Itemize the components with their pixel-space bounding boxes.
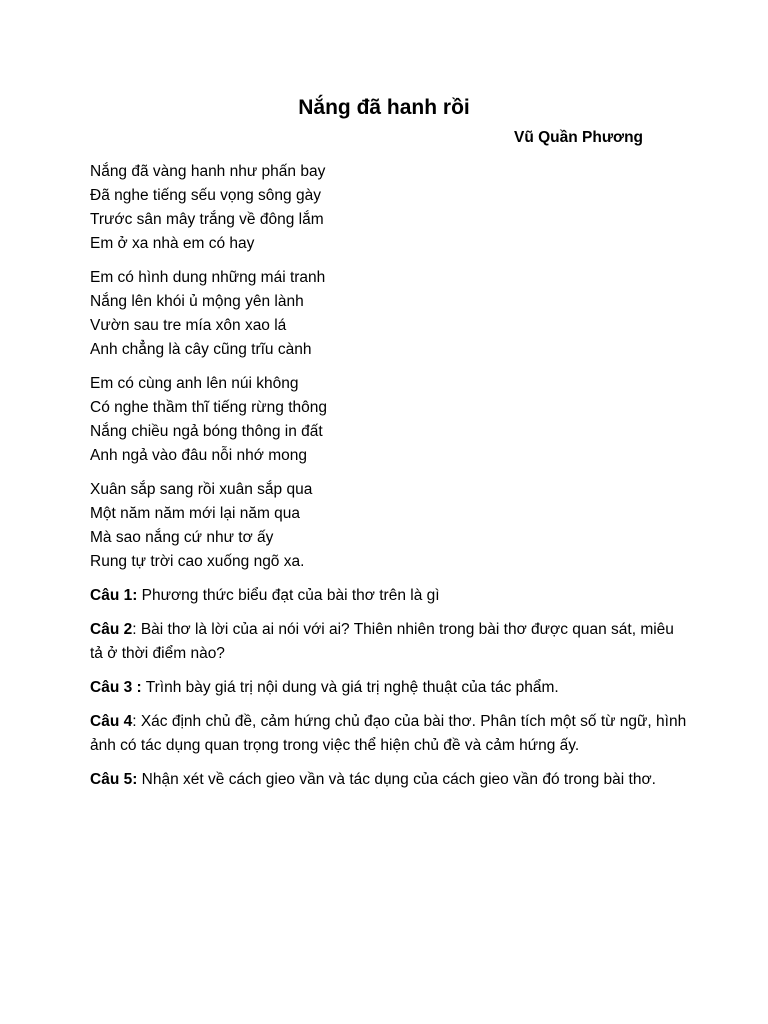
question-label: Câu 5: bbox=[90, 771, 138, 788]
poem-line: Em có cùng anh lên núi không bbox=[90, 375, 299, 392]
poem-stanza bbox=[90, 266, 690, 362]
poem-line: Nắng chiều ngả bóng thông in đất bbox=[90, 423, 323, 440]
document-title: Nắng đã hanh rồi bbox=[298, 96, 470, 119]
poem-line: Mà sao nắng cứ như tơ ấy bbox=[90, 529, 274, 546]
poem-line: Vườn sau tre mía xôn xao lá bbox=[90, 317, 287, 334]
poem-line: Anh ngả vào đâu nỗi nhớ mong bbox=[90, 447, 307, 464]
poem-stanza bbox=[90, 478, 690, 574]
question-label: Câu 1: bbox=[90, 587, 138, 604]
poem-line: Một năm năm mới lại năm qua bbox=[90, 505, 301, 522]
document-author: Vũ Quần Phương bbox=[514, 129, 644, 146]
poem-stanza bbox=[90, 372, 690, 468]
question-text: : Xác định chủ đề, cảm hứng chủ đạo của bài thơ. Phân tích một số từ ngữ, hình ảnh có tác dụng quan trọng trong việc thể hiện chủ đề và cảm hứng ấy. bbox=[90, 713, 687, 754]
poem-line: Anh chẳng là cây cũng trĩu cành bbox=[90, 341, 312, 358]
poem-line: Em ở xa nhà em có hay bbox=[90, 235, 255, 252]
poem bbox=[90, 160, 690, 574]
poem-line: Nắng lên khói ủ mộng yên lành bbox=[90, 293, 304, 310]
poem-line: Rung tự trời cao xuống ngõ xa. bbox=[90, 553, 305, 570]
poem-line: Trước sân mây trắng về đông lắm bbox=[90, 211, 324, 228]
question-text: Nhận xét về cách gieo vần và tác dụng của cách gieo vần đó trong bài thơ. bbox=[137, 771, 656, 788]
question-text: Phương thức biểu đạt của bài thơ trên là gì bbox=[137, 587, 440, 604]
question-text: Trình bày giá trị nội dung và giá trị nghệ thuật của tác phẩm. bbox=[141, 679, 559, 696]
question-list bbox=[90, 584, 690, 792]
question-4 bbox=[90, 710, 690, 758]
poem-stanza bbox=[90, 160, 690, 256]
question-text: : Bài thơ là lời của ai nói với ai? Thiên nhiên trong bài thơ được quan sát, miêu tả ở thời điểm nào? bbox=[90, 621, 674, 662]
poem-line: Đã nghe tiếng sếu vọng sông gày bbox=[90, 187, 321, 204]
question-label: Câu 4 bbox=[90, 713, 133, 730]
poem-line: Nắng đã vàng hanh như phấn bay bbox=[90, 163, 326, 180]
question-5 bbox=[90, 768, 690, 792]
poem-line: Em có hình dung những mái tranh bbox=[90, 269, 326, 286]
question-2 bbox=[90, 618, 690, 666]
poem-line: Có nghe thầm thĩ tiếng rừng thông bbox=[90, 399, 328, 416]
document-body bbox=[90, 160, 690, 802]
question-label: Câu 3 : bbox=[90, 679, 142, 696]
question-3 bbox=[90, 676, 690, 700]
question-1 bbox=[90, 584, 690, 608]
poem-line: Xuân sắp sang rồi xuân sắp qua bbox=[90, 481, 313, 498]
question-label: Câu 2 bbox=[90, 621, 133, 638]
